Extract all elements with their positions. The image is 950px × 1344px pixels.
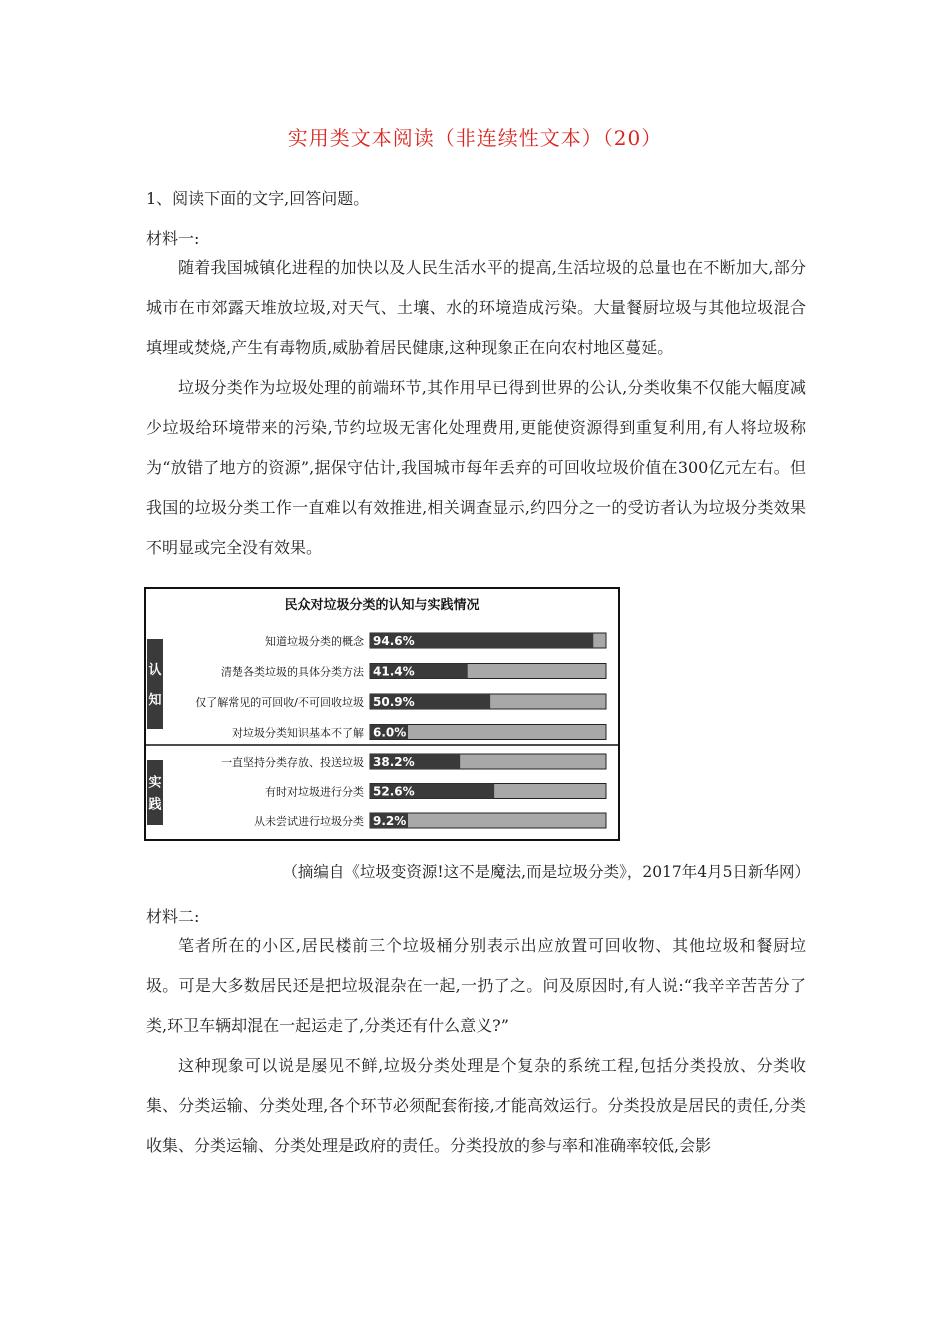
chart-frame <box>145 588 619 840</box>
category-label: 一直坚持分类存放、投送垃圾 <box>221 756 364 769</box>
category-label: 知道垃圾分类的概念 <box>265 635 364 648</box>
question-prompt: 1、阅读下面的文字,回答问题。 <box>146 189 370 208</box>
material2-paragraph-2: 这种现象可以说是屡见不鲜,垃圾分类处理是个复杂的系统工程,包括分类投放、分类收集、分类运输、分类处理,各个环节必须配套衔接,才能高效运行。分类投放是居民的责任,分类收集、分类运输、分类处理是政府的责任。分类投放的参与率和准确率较低,会影 <box>146 1056 806 1155</box>
category-label: 从未尝试进行垃圾分类 <box>254 815 364 828</box>
survey-chart <box>144 587 620 841</box>
group-label-char: 实 <box>148 775 162 791</box>
material1-label: 材料一: <box>146 229 200 248</box>
page-title: 实用类文本阅读（非连续性文本）（20） <box>287 126 663 150</box>
bar-value-label: 94.6% <box>373 634 415 648</box>
chart-title: 民众对垃圾分类的认知与实践情况 <box>284 598 480 613</box>
bar-value-label: 52.6% <box>373 784 415 799</box>
group-label-char: 践 <box>148 797 162 813</box>
group-label-char: 知 <box>148 693 162 708</box>
material1-paragraph-1: 随着我国城镇化进程的加快以及人民生活水平的提高,生活垃圾的总量也在不断加大,部分城市在市郊露天堆放垃圾,对天气、土壤、水的环境造成污染。大量餐厨垃圾与其他垃圾混合填埋或焚烧,产生有毒物质,威胁着居民健康,这种现象正在向农村地区蔓延。 <box>146 258 806 357</box>
material2-paragraph-1: 笔者所在的小区,居民楼前三个垃圾桶分别表示出应放置可回收物、其他垃圾和餐厨垃圾。可是大多数居民还是把垃圾混杂在一起,一扔了之。问及原因时,有人说:“我辛辛苦苦分了类,环卫车辆却混在一起运走了,分类还有什么意义?” <box>146 936 806 1035</box>
group-label-char: 认 <box>148 663 162 678</box>
category-label: 仅了解常见的可回收/不可回收垃圾 <box>195 696 364 709</box>
bar-value-label: 41.4% <box>373 664 415 679</box>
source-citation: （摘编自《垃圾变资源!这不是魔法,而是垃圾分类》，2017年4月5日新华网） <box>282 863 810 881</box>
category-label: 对垃圾分类知识基本不了解 <box>232 726 364 740</box>
material1-paragraph-2: 垃圾分类作为垃圾处理的前端环节,其作用早已得到世界的公认,分类收集不仅能大幅度减少垃圾给环境带来的污染,节约垃圾无害化处理费用,更能使资源得到重复利用,有人将垃圾称为“放错了地方的资源”,据保守估计,我国城市每年丢弃的可回收垃圾价值在300亿元左右。但我国的垃圾分类工作一直难以有效推进,相关调查显示,约四分之一的受访者认为垃圾分类效果不明显或完全没有效果。 <box>146 378 806 557</box>
bar-value-label: 50.9% <box>373 695 415 709</box>
group-label-box <box>147 760 163 825</box>
survey-chart-svg <box>144 587 620 841</box>
bar-value-label: 9.2% <box>373 814 407 828</box>
category-label: 清楚各类垃圾的具体分类方法 <box>221 665 364 679</box>
bar-value-label: 6.0% <box>373 725 407 740</box>
material2-label: 材料二: <box>146 907 200 926</box>
category-label: 有时对垃圾进行分类 <box>265 785 364 799</box>
bar-value-label: 38.2% <box>373 755 415 769</box>
group-label-box <box>147 639 163 729</box>
